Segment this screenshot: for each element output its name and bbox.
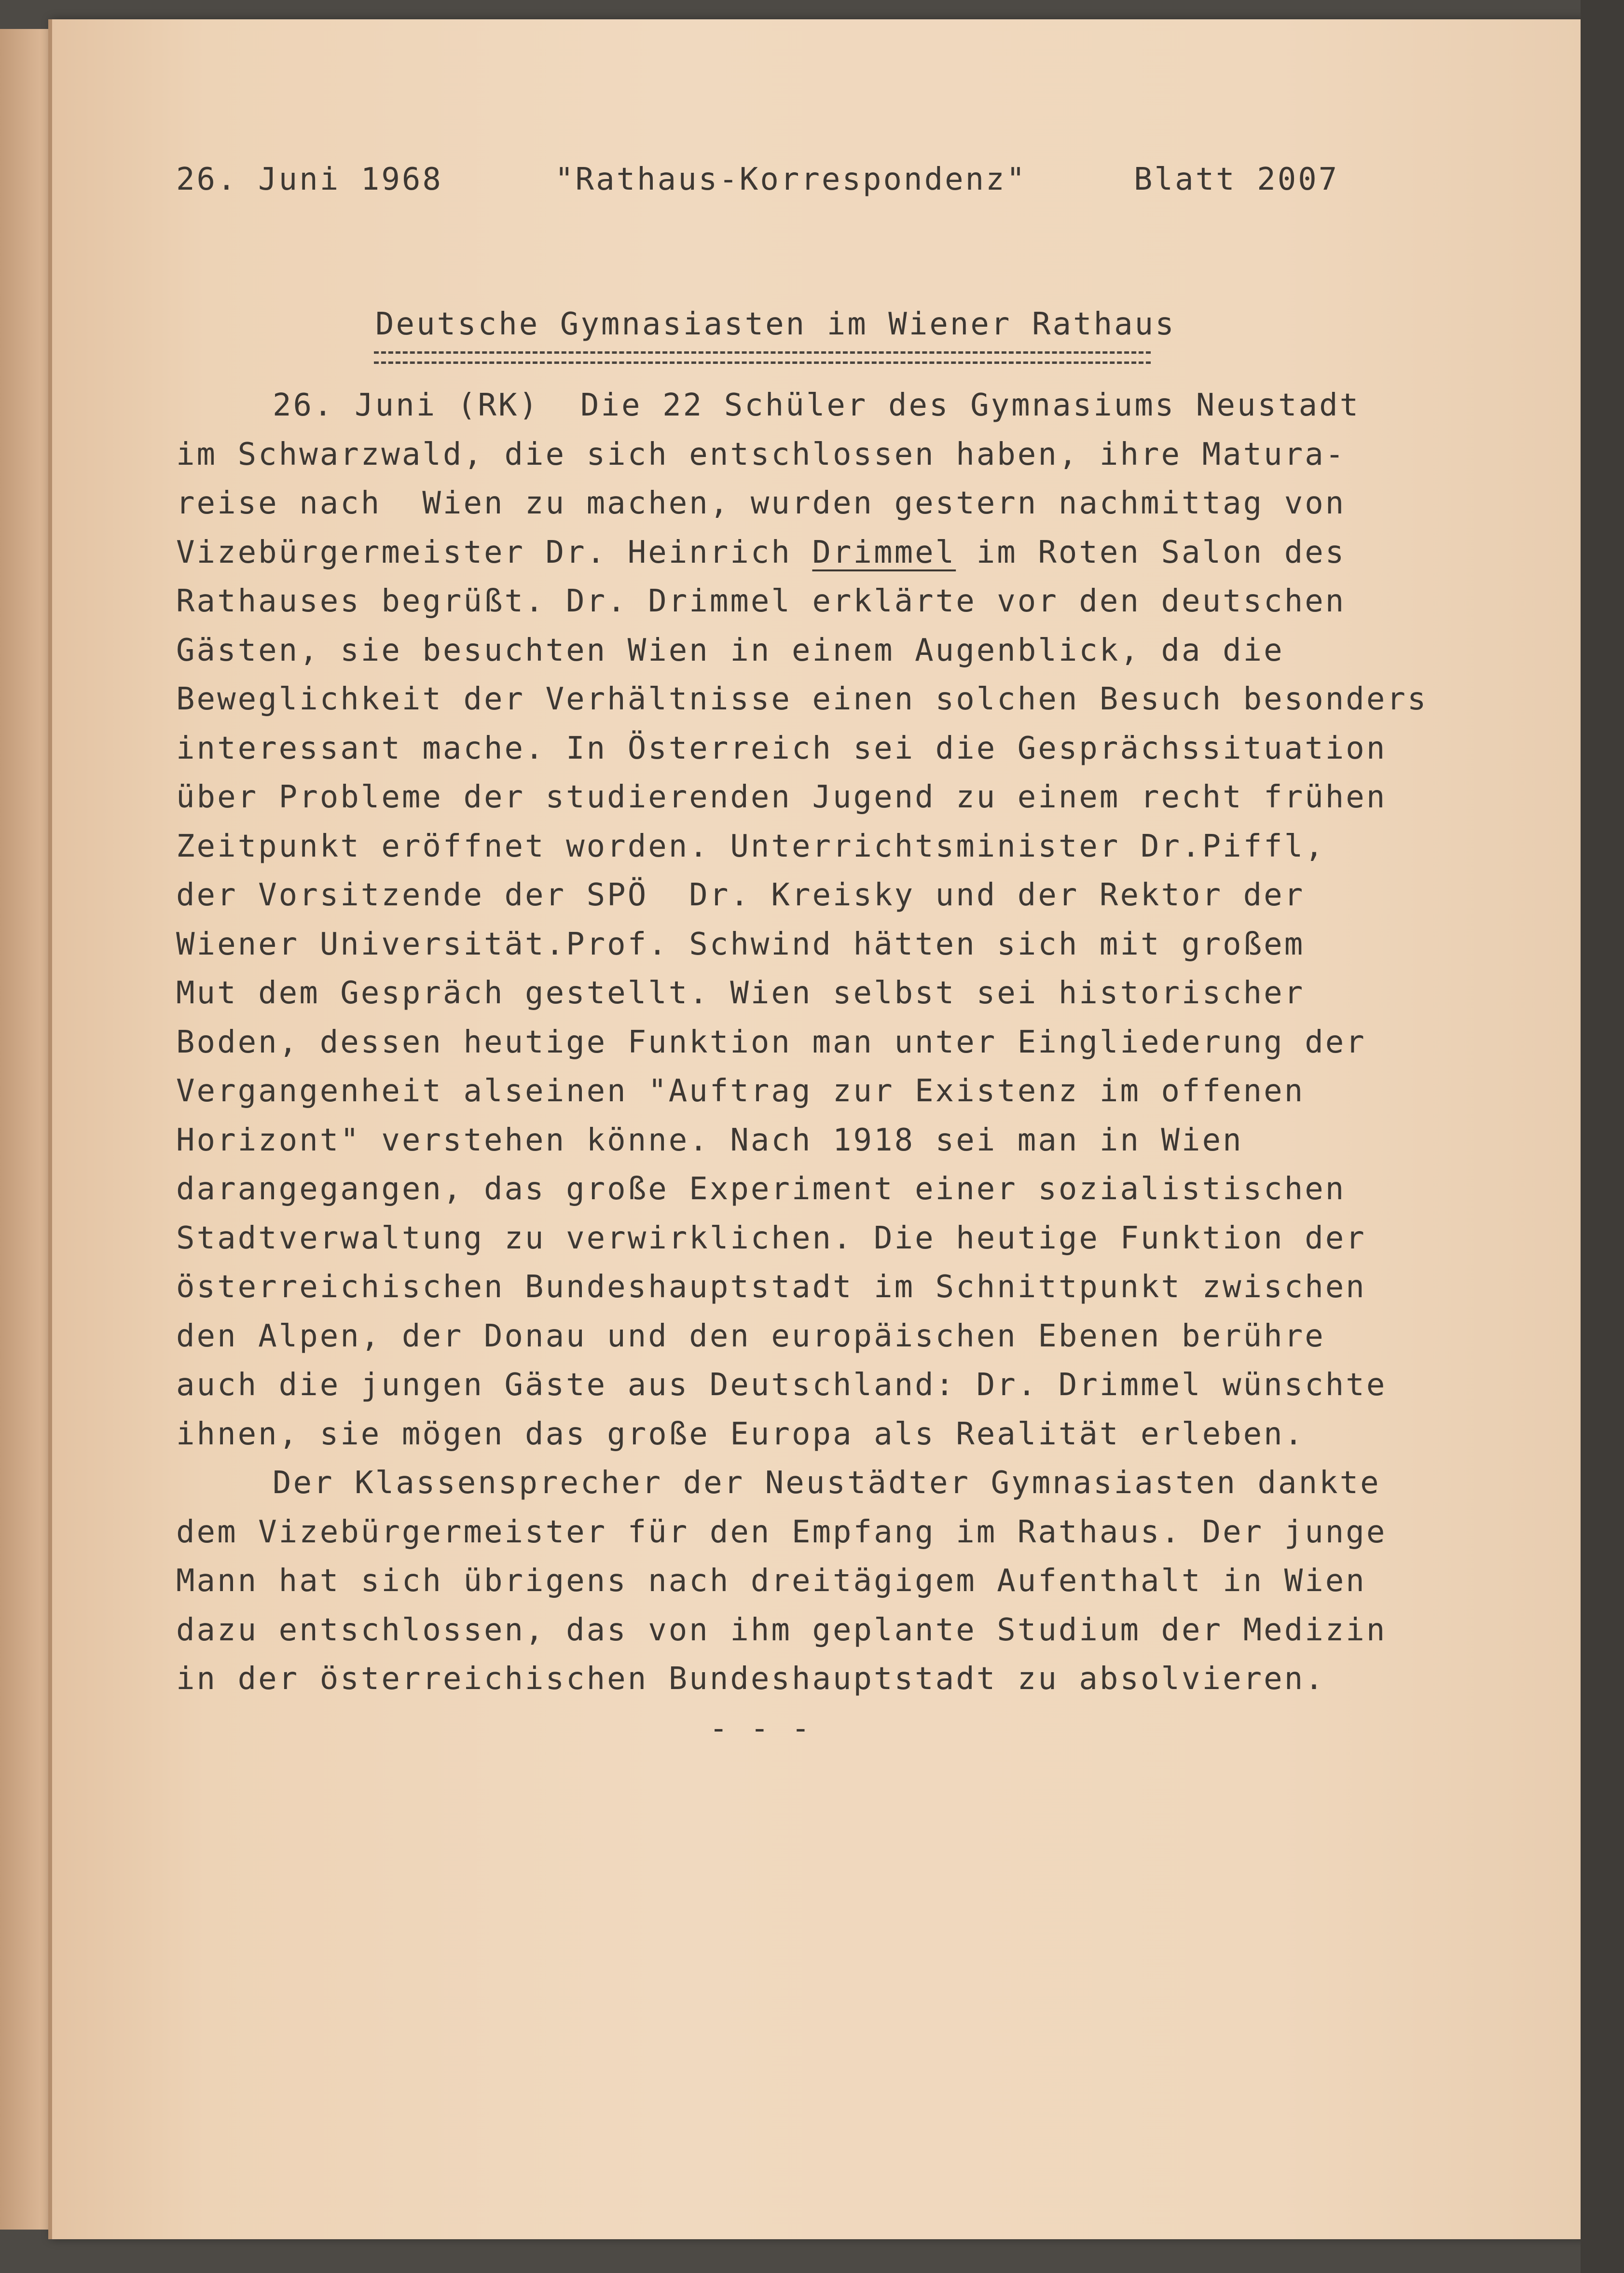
body-line: Der Klassensprecher der Neustädter Gymnasiasten dankte [273, 1465, 1381, 1501]
body-line: interessant mache. In Österreich sei die Gesprächssituation [176, 730, 1387, 766]
body-line: Gästen, sie besuchten Wien in einem Augenblick, da die [176, 632, 1284, 668]
body-line: Stadtverwaltung zu verwirklichen. Die heutige Funktion der [176, 1220, 1366, 1256]
body-line: Vergangenheit alseinen "Auftrag zur Existenz im offenen [176, 1073, 1305, 1109]
body-line: Boden, dessen heutige Funktion man unter Eingliederung der [176, 1024, 1366, 1060]
body-line-segment: im Roten Salon des [956, 534, 1346, 570]
body-line: dem Vizebürgermeister für den Empfang im Rathaus. Der junge [176, 1514, 1387, 1550]
body-line: Mann hat sich übrigens nach dreitägigem Aufenthalt in Wien [176, 1563, 1366, 1599]
header-sheet-number: Blatt 2007 [1134, 162, 1339, 197]
title-double-underline [374, 351, 1151, 364]
header-series-title: "Rathaus-Korrespondenz" [555, 162, 1027, 197]
body-line: österreichischen Bundeshauptstadt im Schnittpunkt zwischen [176, 1269, 1366, 1305]
body-line: den Alpen, der Donau und den europäischen Ebenen berühre [176, 1318, 1325, 1354]
body-line-segment: Vizebürgermeister Dr. Heinrich [176, 534, 812, 570]
body-line: Rathauses begrüßt. Dr. Drimmel erklärte vor den deutschen [176, 583, 1346, 619]
body-line: der Vorsitzende der SPÖ Dr. Kreisky und der Rektor der [176, 877, 1305, 913]
body-line: Wiener Universität.Prof. Schwind hätten sich mit großem [176, 926, 1305, 962]
body-line: Zeitpunkt eröffnet worden. Unterrichtsminister Dr.Piffl, [176, 828, 1325, 864]
body-line: dazu entschlossen, das von ihm geplante Studium der Medizin [176, 1612, 1387, 1648]
body-line: Mut dem Gespräch gestellt. Wien selbst sei historischer [176, 975, 1305, 1011]
body-line: über Probleme der studierenden Jugend zu einem recht frühen [176, 779, 1387, 815]
body-line [176, 528, 1431, 578]
scan-background-edge [1581, 0, 1624, 2273]
body-line: Beweglichkeit der Verhältnisse einen solchen Besuch besonders [176, 681, 1428, 717]
header-date: 26. Juni 1968 [176, 162, 443, 197]
underlined-name: Drimmel [812, 534, 956, 570]
body-line: auch die jungen Gäste aus Deutschland: Dr. Drimmel wünschte [176, 1367, 1387, 1403]
body-line: reise nach Wien zu machen, wurden gestern nachmittag von [176, 485, 1346, 521]
body-line: in der österreichischen Bundeshauptstadt zu absolvieren. [176, 1661, 1325, 1697]
end-of-article-mark: - - - [709, 1711, 812, 1746]
body-line: im Schwarzwald, die sich entschlossen haben, ihre Matura- [176, 436, 1346, 472]
body-line: ihnen, sie mögen das große Europa als Realität erleben. [176, 1416, 1305, 1452]
body-line: Horizont" verstehen könne. Nach 1918 sei man in Wien [176, 1122, 1243, 1158]
body-line: darangegangen, das große Experiment einer sozialistischen [176, 1171, 1346, 1207]
body-line: 26. Juni (RK) Die 22 Schüler des Gymnasiums Neustadt [273, 388, 1361, 423]
article-body [176, 381, 1431, 1704]
article-title: Deutsche Gymnasiasten im Wiener Rathaus [375, 306, 1176, 342]
